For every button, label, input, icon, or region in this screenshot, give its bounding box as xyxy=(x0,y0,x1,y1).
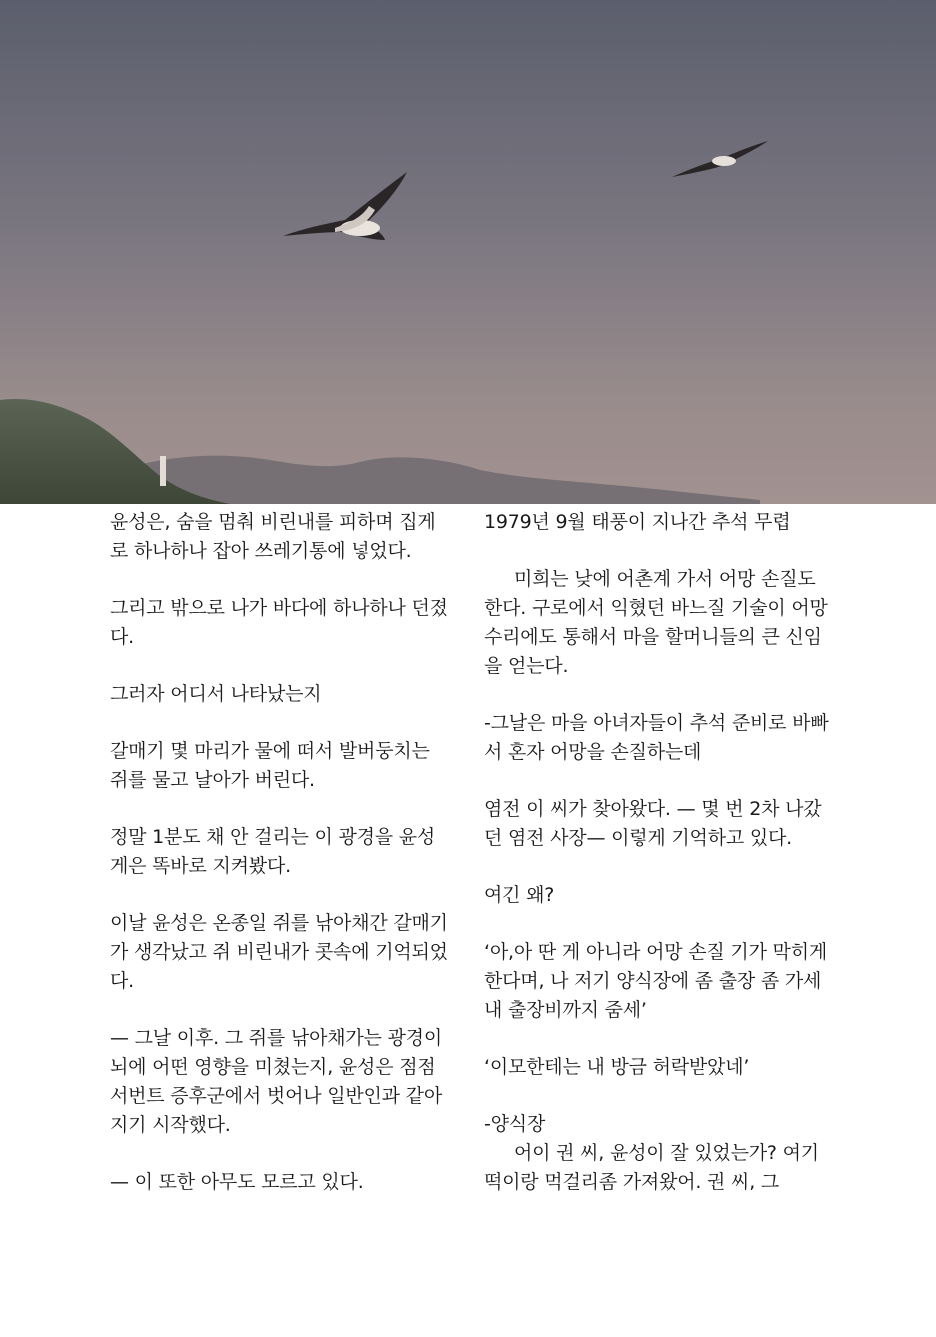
paragraph: — 이 또한 아무도 모르고 있다. xyxy=(110,1171,364,1193)
paragraph: 여긴 왜? xyxy=(484,884,555,906)
paragraph: 미희는 낮에 어촌계 가서 어망 손질도 한다. 구로에서 익혔던 바느질 기술이 어망 수리에도 통해서 마을 할머니들의 큰 신임을 얻는다. xyxy=(484,568,828,677)
sky xyxy=(0,0,936,504)
right-column xyxy=(484,508,834,1225)
left-column xyxy=(110,508,450,1225)
seagull-photo xyxy=(0,0,936,504)
paragraph: — 그날 이후. 그 쥐를 낚아채가는 광경이 뇌에 어떤 영향을 미쳤는지, 윤성은 점점 서번트 증후군에서 벗어나 일반인과 같아지기 시작했다. xyxy=(110,1027,442,1136)
paragraph: 윤성은, 숨을 멈춰 비린내를 피하며 집게로 하나하나 잡아 쓰레기통에 넣었다. xyxy=(110,511,436,562)
paragraph: ‘이모한테는 내 방금 허락받았네’ xyxy=(484,1056,750,1078)
paragraph: 1979년 9월 태풍이 지나간 추석 무렵 xyxy=(484,511,791,533)
paragraph: 그러자 어디서 나타났는지 xyxy=(110,683,322,705)
paragraph: 갈매기 몇 마리가 물에 떠서 발버둥치는 쥐를 물고 날아가 버린다. xyxy=(110,740,430,791)
lighthouse xyxy=(160,456,166,486)
paragraph: 그리고 밖으로 나가 바다에 하나하나 던졌다. xyxy=(110,597,448,648)
paragraph: 정말 1분도 채 안 걸리는 이 광경을 윤성게은 똑바로 지켜봤다. xyxy=(110,826,436,877)
paragraph: -그날은 마을 아녀자들이 추석 준비로 바빠서 혼자 어망을 손질하는데 xyxy=(484,712,829,763)
paragraph: ‘아,아 딴 게 아니라 어망 손질 기가 막히게 한다며, 나 저기 양식장에 좀 출장 좀 가세 내 출장비까지 줌세’ xyxy=(484,941,828,1021)
paragraph: 염전 이 씨가 찾아왔다. — 몇 번 2차 나갔던 염전 사장— 이렇게 기억하고 있다. xyxy=(484,798,822,849)
paragraph: 어이 권 씨, 윤성이 잘 있었는가? 여기 떡이랑 먹걸리좀 가져왔어. 권 씨, 그 xyxy=(484,1142,819,1193)
paragraph: -양식장 xyxy=(484,1113,546,1135)
paragraph: 이날 윤성은 온종일 쥐를 낚아채간 갈매기가 생각났고 쥐 비린내가 콧속에 기억되었다. xyxy=(110,912,448,992)
